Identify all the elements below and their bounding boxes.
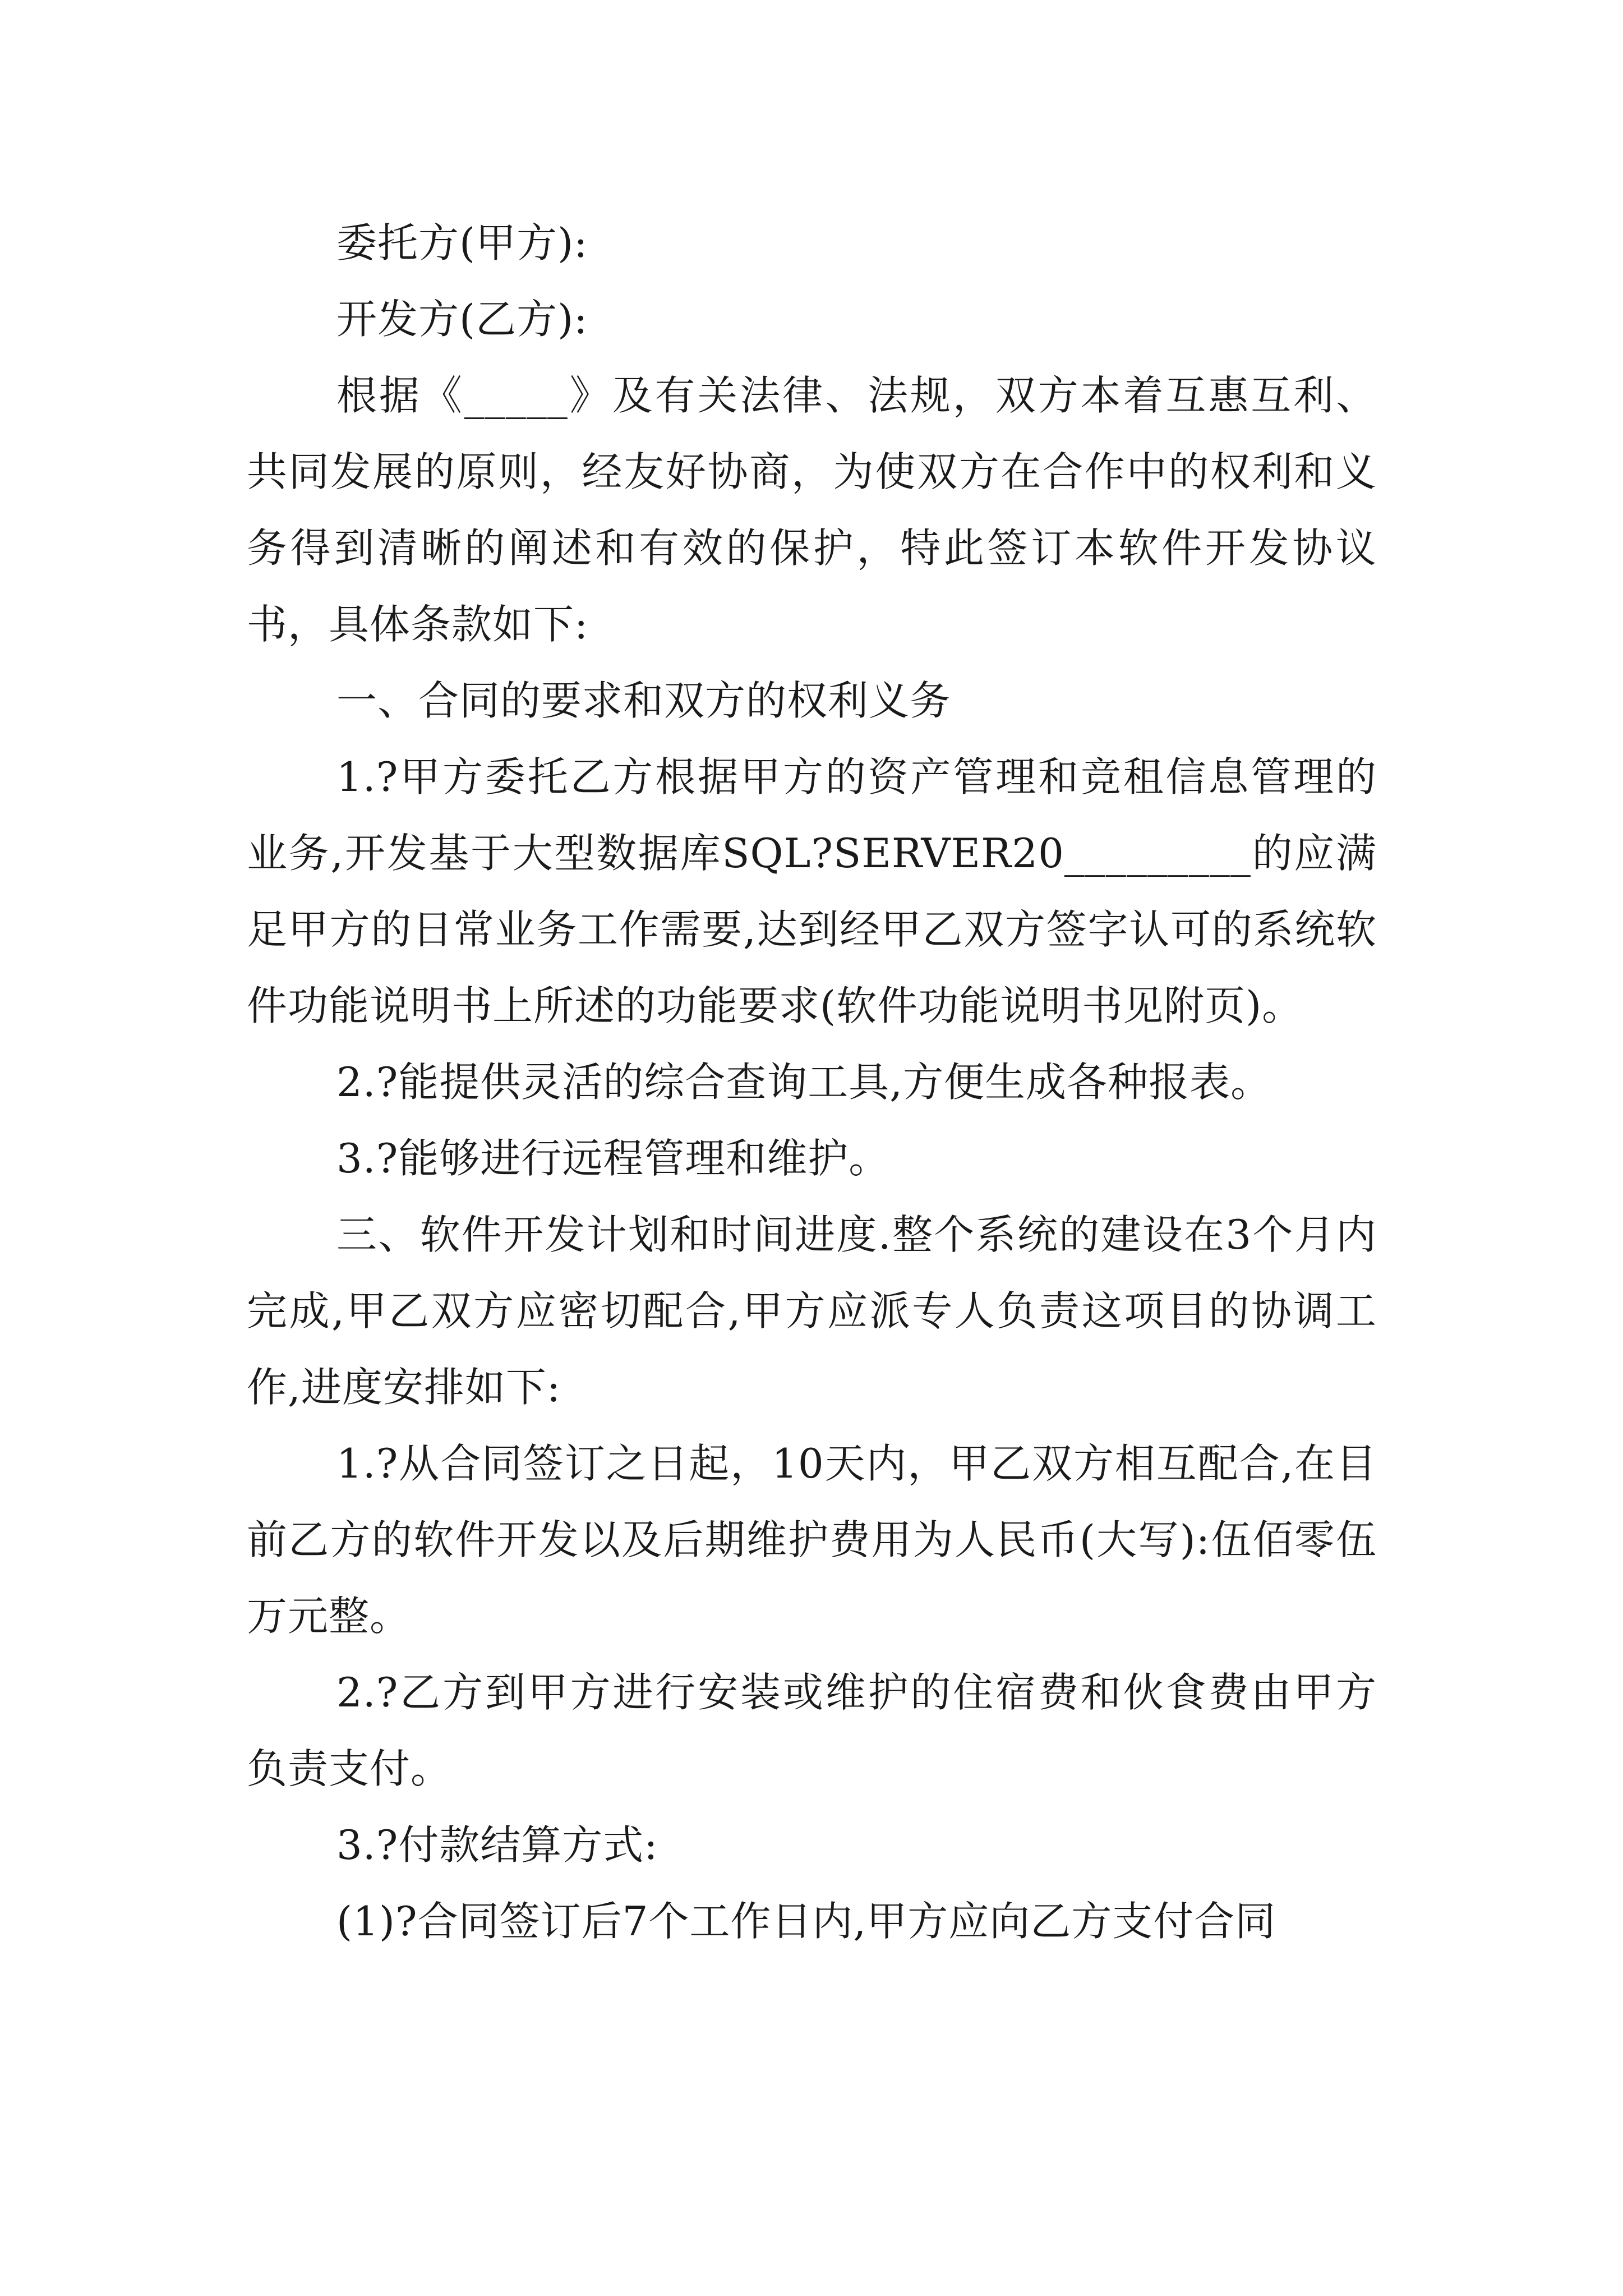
clause-paragraph: 3.?付款结算方式:: [336, 1821, 658, 1869]
clause-paragraph: (1)?合同签订后7个工作日内,甲方应向乙方支付合同: [336, 1898, 1276, 1945]
developer-party-line: 开发方(乙方):: [336, 296, 588, 343]
preamble-paragraph: 根据《_____》及有关法律、法规，双方本着互惠互利、共同发展的原则，经友好协商，为使双方在合作中的权利和义务得到清晰的阐述和有效的保护，特此签订本软件开发协议书，具体条款如下:: [247, 372, 1377, 648]
clause-paragraph: 2.?能提供灵活的综合查询工具,方便生成各种报表。: [336, 1059, 1272, 1106]
document-body: [247, 205, 1377, 1959]
clause-paragraph: 1.?从合同签订之日起，10天内，甲乙双方相互配合,在目前乙方的软件开发以及后期维护费用为人民币(大写):伍佰零伍万元整。: [247, 1440, 1377, 1640]
client-party-line: 委托方(甲方):: [336, 219, 588, 266]
clause-paragraph: 1.?甲方委托乙方根据甲方的资产管理和竞租信息管理的业务,开发基于大型数据库SQL?SERVER20_________的应满足甲方的日常业务工作需要,达到经甲乙双方签字认可的系统软件功能说明书上所述的功能要求(软件功能说明书见附页)。: [247, 753, 1377, 1029]
clause-paragraph: 2.?乙方到甲方进行安装或维护的住宿费和伙食费由甲方负责支付。: [247, 1669, 1377, 1792]
section-heading-requirements: 一、合同的要求和双方的权利义务: [336, 677, 951, 724]
section-heading-schedule: 三、软件开发计划和时间进度.整个系统的建设在3个月内完成,甲乙双方应密切配合,甲方应派专人负责这项目的协调工作,进度安排如下:: [247, 1211, 1377, 1411]
clause-paragraph: 3.?能够进行远程管理和维护。: [336, 1135, 890, 1182]
